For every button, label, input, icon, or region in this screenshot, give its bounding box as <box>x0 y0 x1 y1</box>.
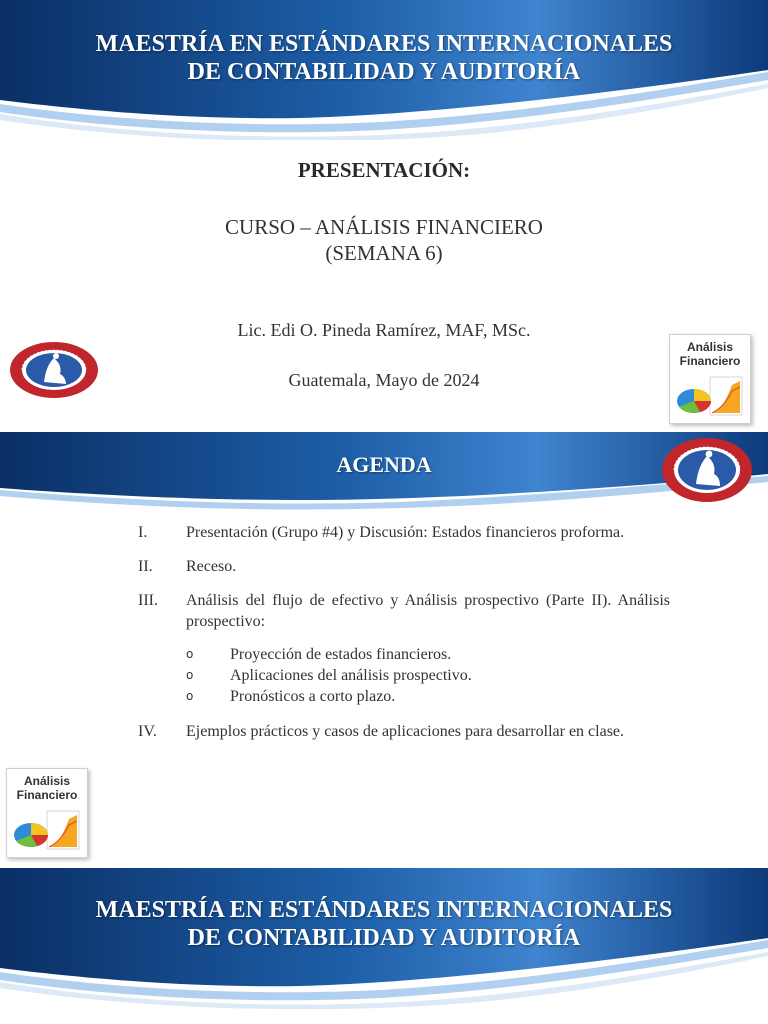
course-title <box>0 214 768 266</box>
place-date: Guatemala, Mayo de 2024 <box>288 370 480 390</box>
agenda-item-number: II. <box>138 558 153 575</box>
agenda-list <box>138 522 670 755</box>
agenda-slide <box>0 432 768 868</box>
agenda-title: AGENDA <box>336 452 432 477</box>
program-title <box>0 30 768 86</box>
agenda-item-text: Análisis del flujo de efectivo y Análisis prospectivo (Parte II). Análisis prospectivo: <box>186 592 670 630</box>
analisis-financiero-logo <box>6 768 88 858</box>
course-title-line-1: CURSO – ANÁLISIS FINANCIERO <box>225 215 543 239</box>
logo-line-1: Análisis <box>23 774 71 788</box>
logo-line-1: Análisis <box>686 340 734 354</box>
bullet-icon: o <box>186 689 194 703</box>
sub-item-text: Pronósticos a corto plazo. <box>230 688 396 705</box>
presentation-heading: PRESENTACIÓN: <box>297 158 471 182</box>
pie-chart-icon <box>674 371 746 419</box>
pie-chart-icon <box>11 805 83 853</box>
agenda-item-text: Receso. <box>186 558 237 575</box>
program-title-line-1: MAESTRÍA EN ESTÁNDARES INTERNACIONALES <box>95 31 673 57</box>
sub-item-text: Proyección de estados financieros. <box>230 646 452 663</box>
list-item <box>138 644 670 665</box>
author-name: Lic. Edi O. Pineda Ramírez, MAF, MSc. <box>237 320 531 340</box>
agenda-sub-list <box>138 644 670 707</box>
logo-line-2: Financiero <box>16 788 78 802</box>
program-title-line-2: DE CONTABILIDAD Y AUDITORÍA <box>187 925 581 951</box>
agenda-item <box>138 721 670 742</box>
agenda-item-number: III. <box>138 592 158 609</box>
university-seal-icon <box>660 436 754 509</box>
course-title-line-2: (SEMANA 6) <box>325 241 443 265</box>
list-item <box>138 686 670 707</box>
list-item <box>138 665 670 686</box>
logo-line-2: Financiero <box>679 354 741 368</box>
sub-item-text: Aplicaciones del análisis prospectivo. <box>230 667 472 684</box>
title-slide <box>0 0 768 432</box>
bullet-icon: o <box>186 647 194 661</box>
agenda-item-number: I. <box>138 524 148 541</box>
program-title <box>0 896 768 952</box>
agenda-item <box>138 522 670 543</box>
agenda-item-text: Presentación (Grupo #4) y Discusión: Estados financieros proforma. <box>186 524 625 541</box>
agenda-item <box>138 590 670 632</box>
bullet-icon: o <box>186 668 194 682</box>
agenda-item <box>138 556 670 577</box>
university-seal-icon <box>8 340 100 405</box>
agenda-item-number: IV. <box>138 723 157 740</box>
analisis-financiero-logo <box>669 334 751 424</box>
program-title-line-2: DE CONTABILIDAD Y AUDITORÍA <box>187 59 581 85</box>
agenda-item-text: Ejemplos prácticos y casos de aplicaciones para desarrollar en clase. <box>186 723 625 740</box>
program-title-line-1: MAESTRÍA EN ESTÁNDARES INTERNACIONALES <box>95 897 673 923</box>
title-slide-repeat <box>0 868 768 1024</box>
